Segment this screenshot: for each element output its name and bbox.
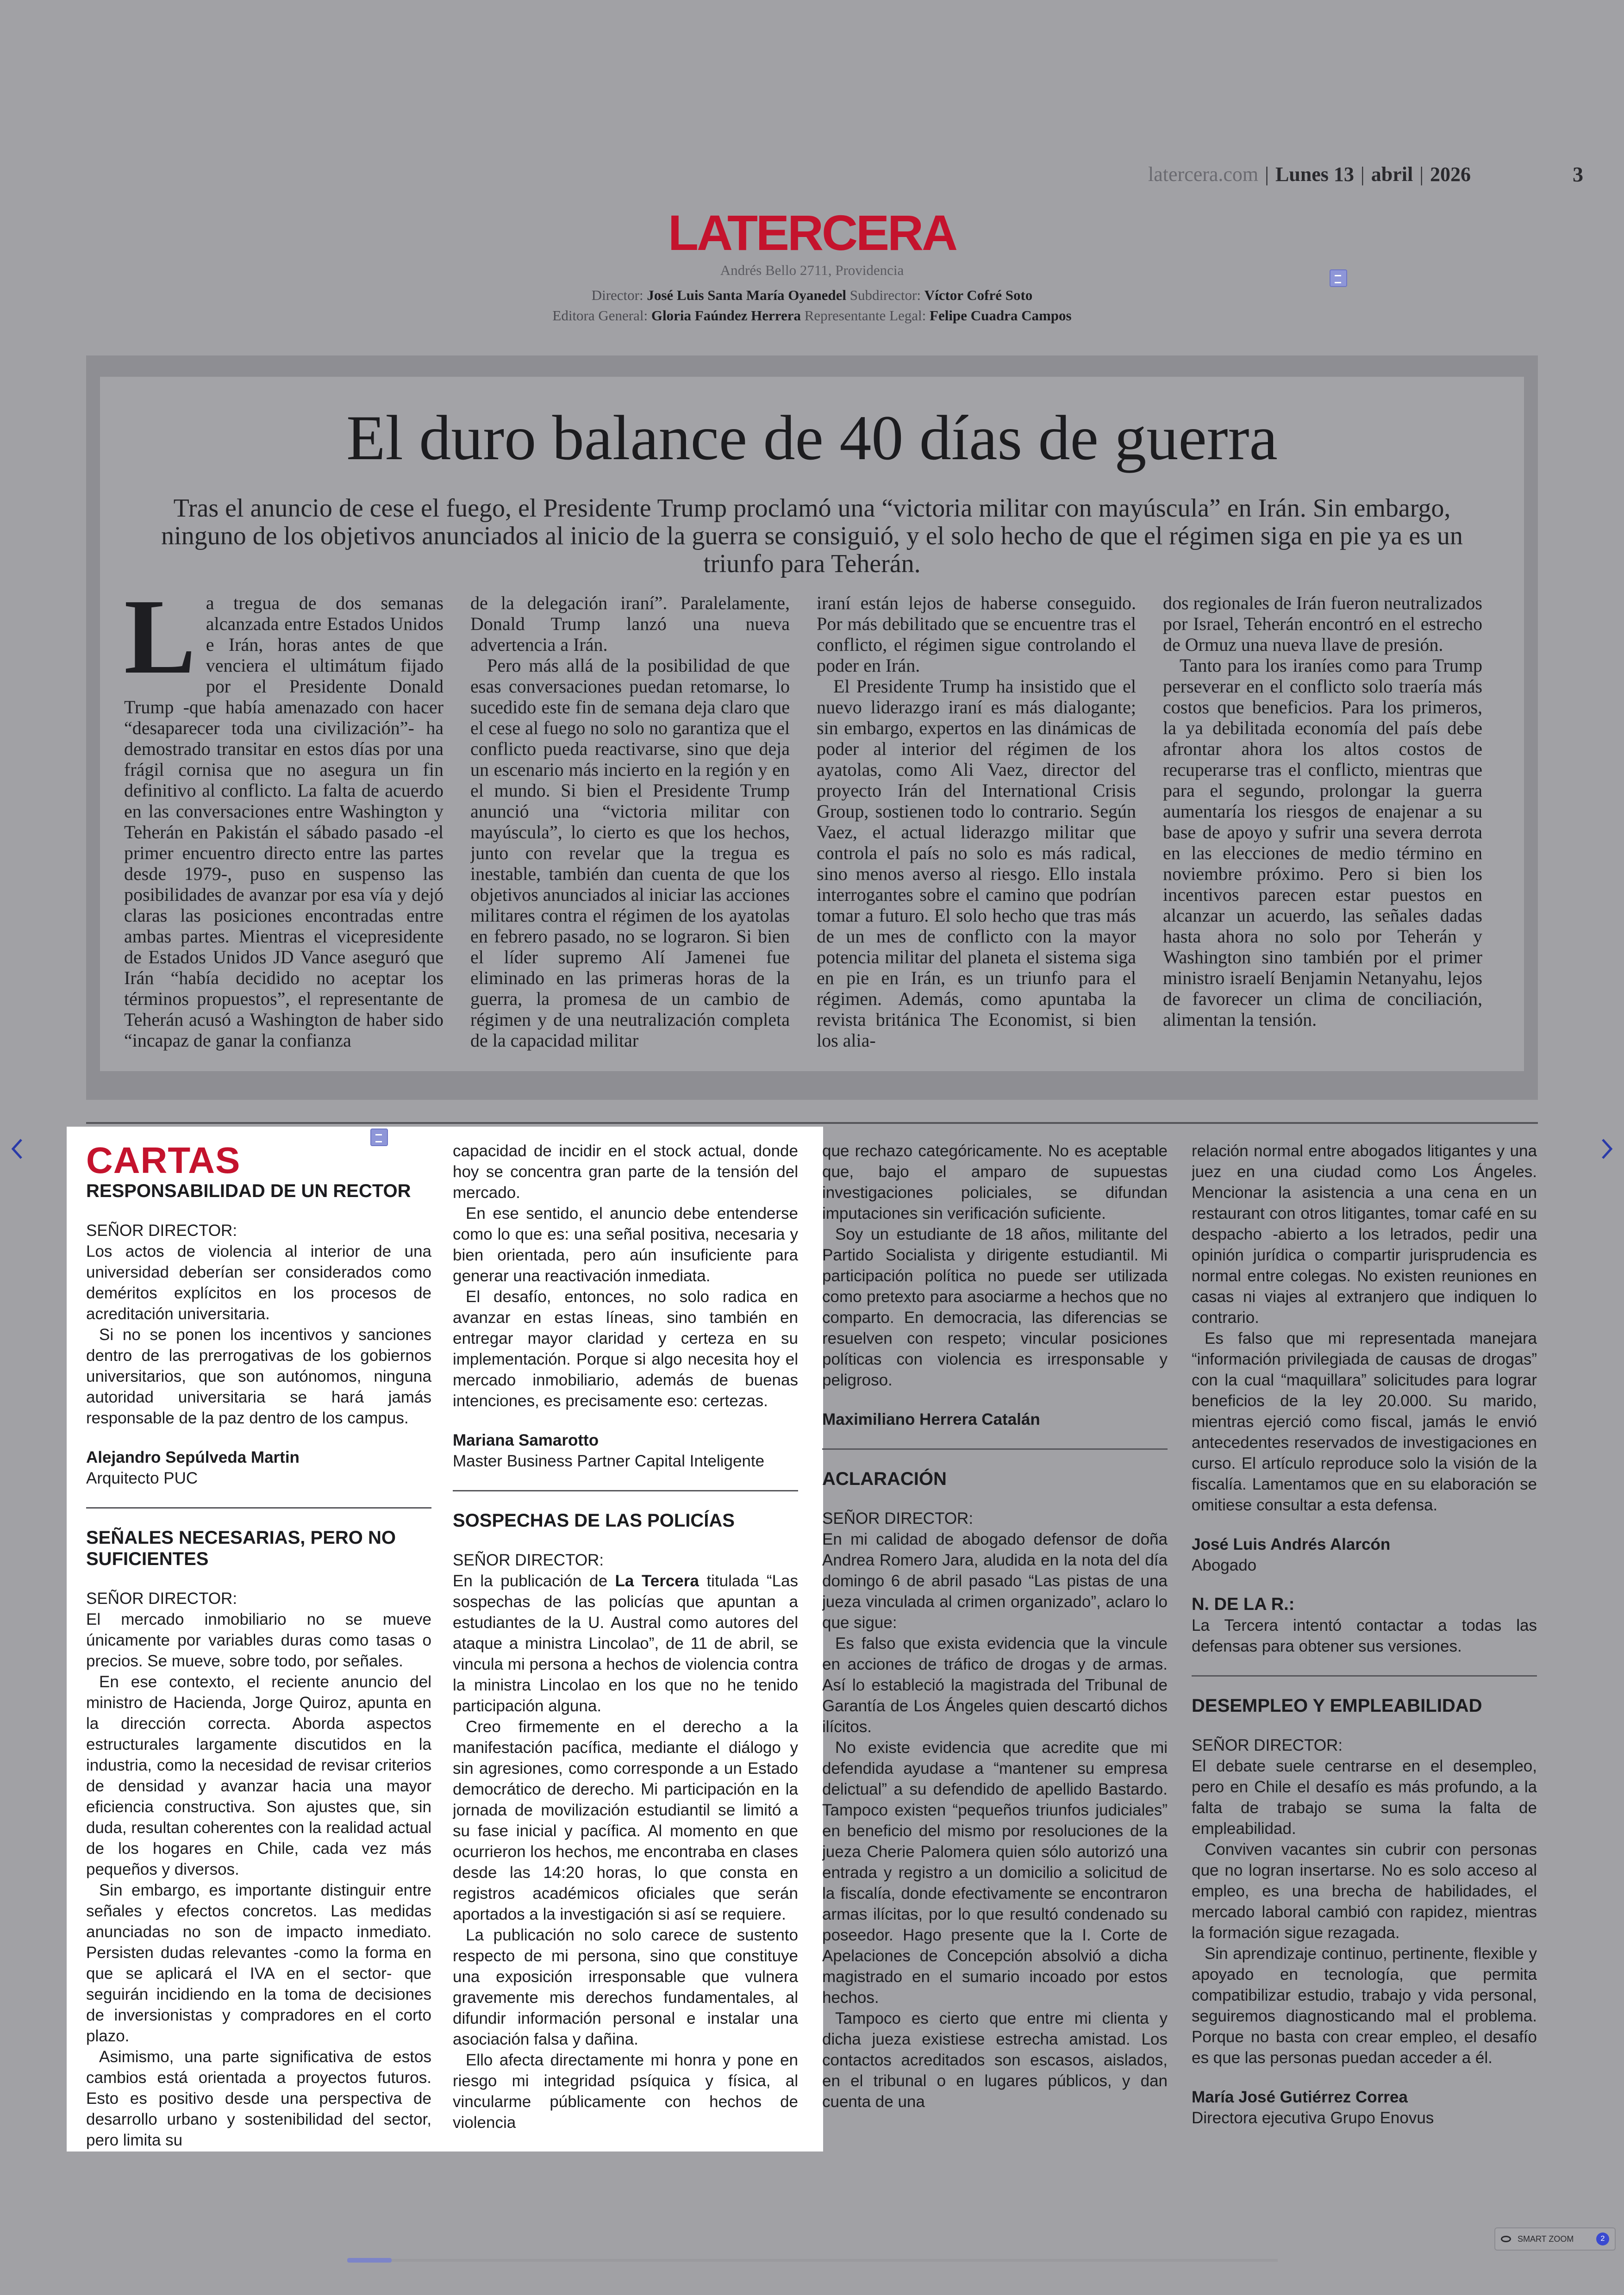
letter-signer-title: Abogado [1192, 1556, 1257, 1574]
date-day: Lunes 13 [1275, 163, 1354, 186]
letter-salutation: SEÑOR DIRECTOR: [86, 1590, 237, 1608]
section-title: CARTAS [86, 1141, 241, 1181]
letter-signer-title: Directora ejecutiva Grupo Enovus [1192, 2109, 1434, 2127]
page-number: 3 [1573, 162, 1583, 186]
page-folio: latercera.com | Lunes 13 | abril | 2026 3 [1148, 162, 1583, 186]
site-name: latercera.com [1148, 163, 1259, 186]
letter-divider [86, 1507, 431, 1509]
newspaper-address: Andrés Bello 2711, Providencia [720, 262, 904, 278]
letter-signer: Maximiliano Herrera Catalán [822, 1410, 1040, 1428]
letter-signer: José Luis Andrés Alarcón [1192, 1535, 1391, 1553]
page-scrollbar-thumb[interactable] [347, 2258, 392, 2263]
article-select-icon[interactable] [1330, 269, 1347, 287]
smart-zoom-label: SMART ZOOM [1518, 2234, 1574, 2244]
staff-line-1: Director: José Luis Santa María Oyanedel Subdirector: Víctor Cofré Soto [591, 287, 1033, 303]
editorial-title: El duro balance de 40 días de guerra [346, 402, 1278, 473]
letter-salutation: SEÑOR DIRECTOR: [822, 1509, 974, 1528]
smart-zoom-button[interactable] [1494, 2227, 1616, 2251]
letter-heading: SOSPECHAS DE LAS POLICÍAS [453, 1510, 735, 1531]
letter-divider [453, 1490, 798, 1491]
newspaper-logo: LATERCERA [668, 205, 956, 261]
smart-zoom-count: 2 [1596, 2233, 1609, 2245]
letter-signer: Alejandro Sepúlveda Martin [86, 1448, 300, 1466]
letters-column-3: que rechazo categóricamente. No es aceptable que, bajo el amparo de supuestas investigaciones policiales, se difundan imputaciones sin verificación suficiente. Soy un estudiante de 18 años, militante del Partido Socialista y dirigente estudiantil. Mi participación política no puede ser utilizada como pretexto para asociarme a hechos que no comparto. En democracia, las diferencias se resuelven con respeto; vincular posiciones políticas con violencia es irresponsable y peligroso. Maximiliano Herrera Catalán ACLARACIÓN SEÑOR DIRECTOR: En mi calidad de abogado defensor de doña Andrea Romero Jara, aludida en la nota del día domingo 6 de abril pasado “Las pistas de una jueza vinculada al crimen organizado”, aclaro lo que sigue: Es falso que exista evidencia que la vincule en acciones de tráfico de drogas y de armas. Así lo estableció la magistrada del Tribunal de Garantía de Los Ángeles quien descartó dichos ilícitos. No existe evidencia que acredite que mi defendida ayudase a “mantener su empresa delictual” a su defendido de apellido Bastardo. Tampoco existen “pequeños triunfos judiciales” en beneficio del mismo por resoluciones de la jueza Cherie Palomera quien sólo autorizó una entrada y registro a un domicilio a solicitud de la fiscalía, donde efectivamente se encontraron armas ilícitas, por lo que resultó condenado su poseedor. Hago presente que la I. Corte de Apelaciones de Concepción absolvió a dicha magistrado en el sumario incoado por estos hechos. Tampoco es cierto que entre mi clienta y dicha jueza existiese estrecha amistad. Los contactos acreditados son escasos, aislados, en el tribunal o en lugares públicos, y dan cuenta de una [822, 1142, 1168, 2111]
staff-line-2: Editora General: Gloria Faúndez Herrera Representante Legal: Felipe Cuadra Campos [552, 307, 1072, 324]
letter-heading: RESPONSABILIDAD DE UN RECTOR [86, 1181, 411, 1201]
editorial-inner [100, 377, 1524, 1071]
editorial-box[interactable] [86, 355, 1538, 1100]
letter-signer: María José Gutiérrez Correa [1192, 2088, 1408, 2106]
letter-divider [822, 1448, 1168, 1450]
letter-signer-title: Master Business Partner Capital Inteligente [453, 1452, 765, 1470]
letter-salutation: SEÑOR DIRECTOR: [86, 1222, 237, 1240]
editor-note-label: N. DE LA R.: [1192, 1595, 1295, 1614]
letters-column-1: CARTAS RESPONSABILIDAD DE UN RECTOR SEÑOR DIRECTOR: Los actos de violencia al interior de una universidad deberían ser considerados como deméritos explícitos en los procesos de acreditación universitaria. Si no se ponen los incentivos y sanciones dentro de las prerrogativas de los gobiernos universitarios, que son autónomos, ninguna autoridad universitaria se hará jamás responsable de la paz dentro de los campus. Alejandro Sepúlveda Martin Arquitecto PUC SEÑALES NECESARIAS, PERO NO SUFICIENTES SEÑOR DIRECTOR: El mercado inmobiliario no se mueve únicamente por variables duras como tasas o precios. Se mueve, sobre todo, por señales. En ese contexto, el reciente anuncio del ministro de Hacienda, Jorge Quiroz, apunta en la dirección correcta. Aborda aspectos estructurales largamente discutidos en la industria, como la necesidad de revisar criterios de densidad y avanzar hacia una mayor eficiencia constructiva. Son ajustes que, sin duda, resultan coherentes con la realidad actual de los hogares en Chile, cada vez más pequeños y diversos. Sin embargo, es importante distinguir entre señales y efectos concretos. Las medidas anunciadas no son de impacto inmediato. Persisten dudas relevantes -como la forma en que se aplicará el IVA en el sector- que seguirán incidiendo en la toma de decisiones de inversionistas y compradores en el corto plazo. Asimismo, una parte significativa de estos cambios está orientada a proyectos futuros. Esto es positivo desde una perspectiva de desarrollo urbano y sostenibilidad del sector, pero limita su [86, 1141, 431, 2149]
editor-note-text: La Tercera intentó contactar a todas las defensas para obtener sus versiones. [1192, 1616, 1537, 1655]
chevron-right-icon[interactable] [1597, 1137, 1616, 1161]
letter-signer: Mariana Samarotto [453, 1431, 599, 1449]
editorial-column-1: L a tregua de dos semanas alcanzada entre Estados Unidos e Irán, horas antes de que venciera el ultimátum fijado por el Presidente Donald Trump -que había amenazado con hacer “desaparecer toda una civilización”- ha demostrado transitar en estos días por una frágil cornisa que no asegura un fin definitivo al conflicto. La falta de acuerdo en las conversaciones entre Washington y Teherán en Pakistán el sábado pasado -el primer encuentro directo entre las partes desde 1979-, puso en suspenso las posibilidades de avanzar por esa vía y dejó claras las posiciones encontradas entre ambas partes. Mientras el vicepresidente de Estados Unidos JD Vance aseguró que Irán “había decidido no aceptar los términos propuestos”, el representante de Teherán acusó a Washington de haber sido “incapaz de ganar la confianza [124, 592, 443, 1051]
editorial-deck: Tras el anuncio de cese el fuego, el Presidente Trump proclamó una “victoria militar con mayúscula” en Irán. Sin embargo, ninguno de los objetivos anunciados al inicio de la guerra se consiguió, y el solo hecho de que el régimen siga en pie ya es un triunfo para Teherán. [161, 494, 1463, 578]
letters-column-2: capacidad de incidir en el stock actual, donde hoy se concentra gran parte de la tensión del mercado. En ese sentido, el anuncio debe entenderse como lo que es: una señal positiva, necesaria y bien orientada, pero aún insuficiente para generar una reactivación inmediata. El desafío, entonces, no solo radica en avanzar en estas líneas, sino también en entregar mayor claridad y certeza en su implementación. Porque si algo necesita hoy el mercado inmobiliario, además de buenas intenciones, es precisamente eso: certezas. Mariana Samarotto Master Business Partner Capital Inteligente SOSPECHAS DE LAS POLICÍAS SEÑOR DIRECTOR: En la publicación de La Tercera titulada “Las sospechas de las policías que apuntan a estudiantes de la U. Austral como autores del ataque a ministra Lincolao”, de 11 de abril, se vincula mi persona a hechos de violencia contra la ministra Lincolao en los que no he tenido participación alguna. Creo firmemente en el derecho a la manifestación pacífica, mediante el diálogo y sin agresiones, como corresponde a un Estado democrático de derecho. Mi participación en la jornada de movilización estudiantil se limitó a su fase inicial y pacífica. Al momento en que ocurrieron los hechos, me encontraba en clases desde las 14:20 horas, lo que consta en registros académicos oficiales que serán aportados a la investigación si así se requiere. La publicación no solo carece de sustento respecto de mi persona, sino que constituye una exposición irresponsable que vulnera gravemente mis derechos fundamentales, al difundir información personal e instalar una asociación falsa y dañina. Ello afecta directamente mi honra y pone en riesgo mi integridad psíquica y física, al vincularme públicamente con hechos de violencia [453, 1142, 798, 2132]
letter-signer-title: Arquitecto PUC [86, 1469, 198, 1487]
date-year: 2026 [1430, 163, 1471, 186]
section-divider [86, 1122, 1538, 1124]
page-scrollbar[interactable] [347, 2259, 1278, 2262]
editorial-column-4: dos regionales de Irán fueron neutralizados por Israel, Teherán encontró en el estrecho de Ormuz una nueva llave de presión. Tanto para los iraníes como para Trump perseverar en el conflicto solo traería más costos que beneficios. Para los primeros, la ya debilitada economía del país debe afrontar ahora los altos costos de recuperarse tras el conflicto, mientras que para el segundo, prolongar la guerra aumentaría los riesgos de enajenar a su base de apoyo y sufrir una severa derrota en las elecciones de medio término en noviembre próximo. Pero si bien los incentivos parecen estar puestos en alcanzar un acuerdo, las señales dadas hasta ahora no solo por Teherán y Washington sino también por el primer ministro israelí Benjamin Netanyahu, lejos de favorecer un clima de conciliación, alimentan la tensión. [1163, 592, 1482, 1030]
letter-heading: DESEMPLEO Y EMPLEABILIDAD [1192, 1696, 1482, 1716]
eye-icon [1501, 2236, 1511, 2242]
letter-divider [1192, 1675, 1537, 1677]
date-month: abril [1371, 163, 1413, 186]
chevron-left-icon[interactable] [8, 1137, 27, 1161]
letters-column-4: relación normal entre abogados litigantes y una juez en una ciudad como Los Ángeles. Mencionar la asistencia a una cena en un restaurant con otros litigantes, tomar café en su despacho -abierto a los letrados, pedir una opinión jurídica o compartir jurisprudencia es normal entre colegas. No existen reuniones en casas ni viajes al extranjero que indiquen lo contrario. Es falso que mi representada manejara “información privilegiada de causas de drogas” con la cual “maquillara” solicitudes para lograr beneficios de la ley 20.000. Su marido, mientras ejerció como fiscal, jamás le envió antecedentes reservados de investigaciones en curso. El artículo reproduce solo la visión de la fiscalía. Lamentamos que en su elaboración se omitiese consultar a esta defensa. José Luis Andrés Alarcón Abogado N. DE LA R.: La Tercera intentó contactar a todas las defensas para obtener sus versiones. DESEMPLEO Y EMPLEABILIDAD SEÑOR DIRECTOR: El debate suele centrarse en el desempleo, pero en Chile el desafío es más profundo, a la falta de trabajo se suma la falta de empleabilidad. Conviven vacantes sin cubrir con personas que no logran insertarse. No es solo acceso al empleo, es una brecha de habilidades, el mercado laboral cambió con rapidez, mientras la formación sigue rezagada. Sin aprendizaje continuo, pertinente, flexible y apoyado en tecnología, que permita compatibilizar estudio, trabajo y vida personal, seguiremos diagnosticando mal el problema. Porque no basta con crear empleo, el desafío es que las personas puedan acceder a él. María José Gutiérrez Correa Directora ejecutiva Grupo Enovus [1192, 1141, 1537, 2150]
letter-salutation: SEÑOR DIRECTOR: [453, 1551, 604, 1569]
editorial-column-2: de la delegación iraní”. Paralelamente, Donald Trump lanzó una nueva advertencia a Irán. Pero más allá de la posibilidad de que esas conversaciones puedan retomarse, lo sucedido este fin de semana deja claro que el cese al fuego no solo no garantiza que el conflicto pueda reactivarse, sino que deja un escenario más incierto en la región y en el mundo. Si bien el Presidente Trump anunció una “victoria militar con mayúscula”, lo cierto es que los hechos, junto con revelar que la tregua es inestable, también dan cuenta de que los objetivos anunciados al iniciar las acciones militares contra el régimen de los ayatolas en febrero pasado, no se lograron. Si bien el líder supremo Alí Jamenei fue eliminado en las primeras horas de la guerra, la promesa de un cambio de régimen y de una neutralización completa de la capacidad militar [470, 592, 790, 1051]
editorial-column-3: iraní están lejos de haberse conseguido. Por más debilitado que se encuentre tras el conflicto, el régimen sigue controlando el poder en Irán. El Presidente Trump ha insistido que el nuevo liderazgo iraní es más dialogante; sin embargo, expertos en las dinámicas de poder al interior del régimen de los ayatolas, como Ali Vaez, director del proyecto Irán del International Crisis Group, sostienen todo lo contrario. Según Vaez, el actual liderazgo militar que controla el país no solo es más radical, sino menos averso al riesgo. Ello instala interrogantes sobre el camino que podrían tomar a futuro. El solo hecho que tras más de un mes de conflicto con la mayor potencia militar del planeta el sistema siga en pie en Irán, es un triunfo para el régimen. Además, como apuntaba la revista británica The Economist, si bien los alia- [817, 592, 1136, 1051]
letter-salutation: SEÑOR DIRECTOR: [1192, 1736, 1343, 1754]
letter-heading: ACLARACIÓN [822, 1469, 947, 1489]
drop-cap: L [124, 592, 196, 696]
letter-heading: SEÑALES NECESARIAS, PERO NO SUFICIENTES [86, 1528, 396, 1569]
